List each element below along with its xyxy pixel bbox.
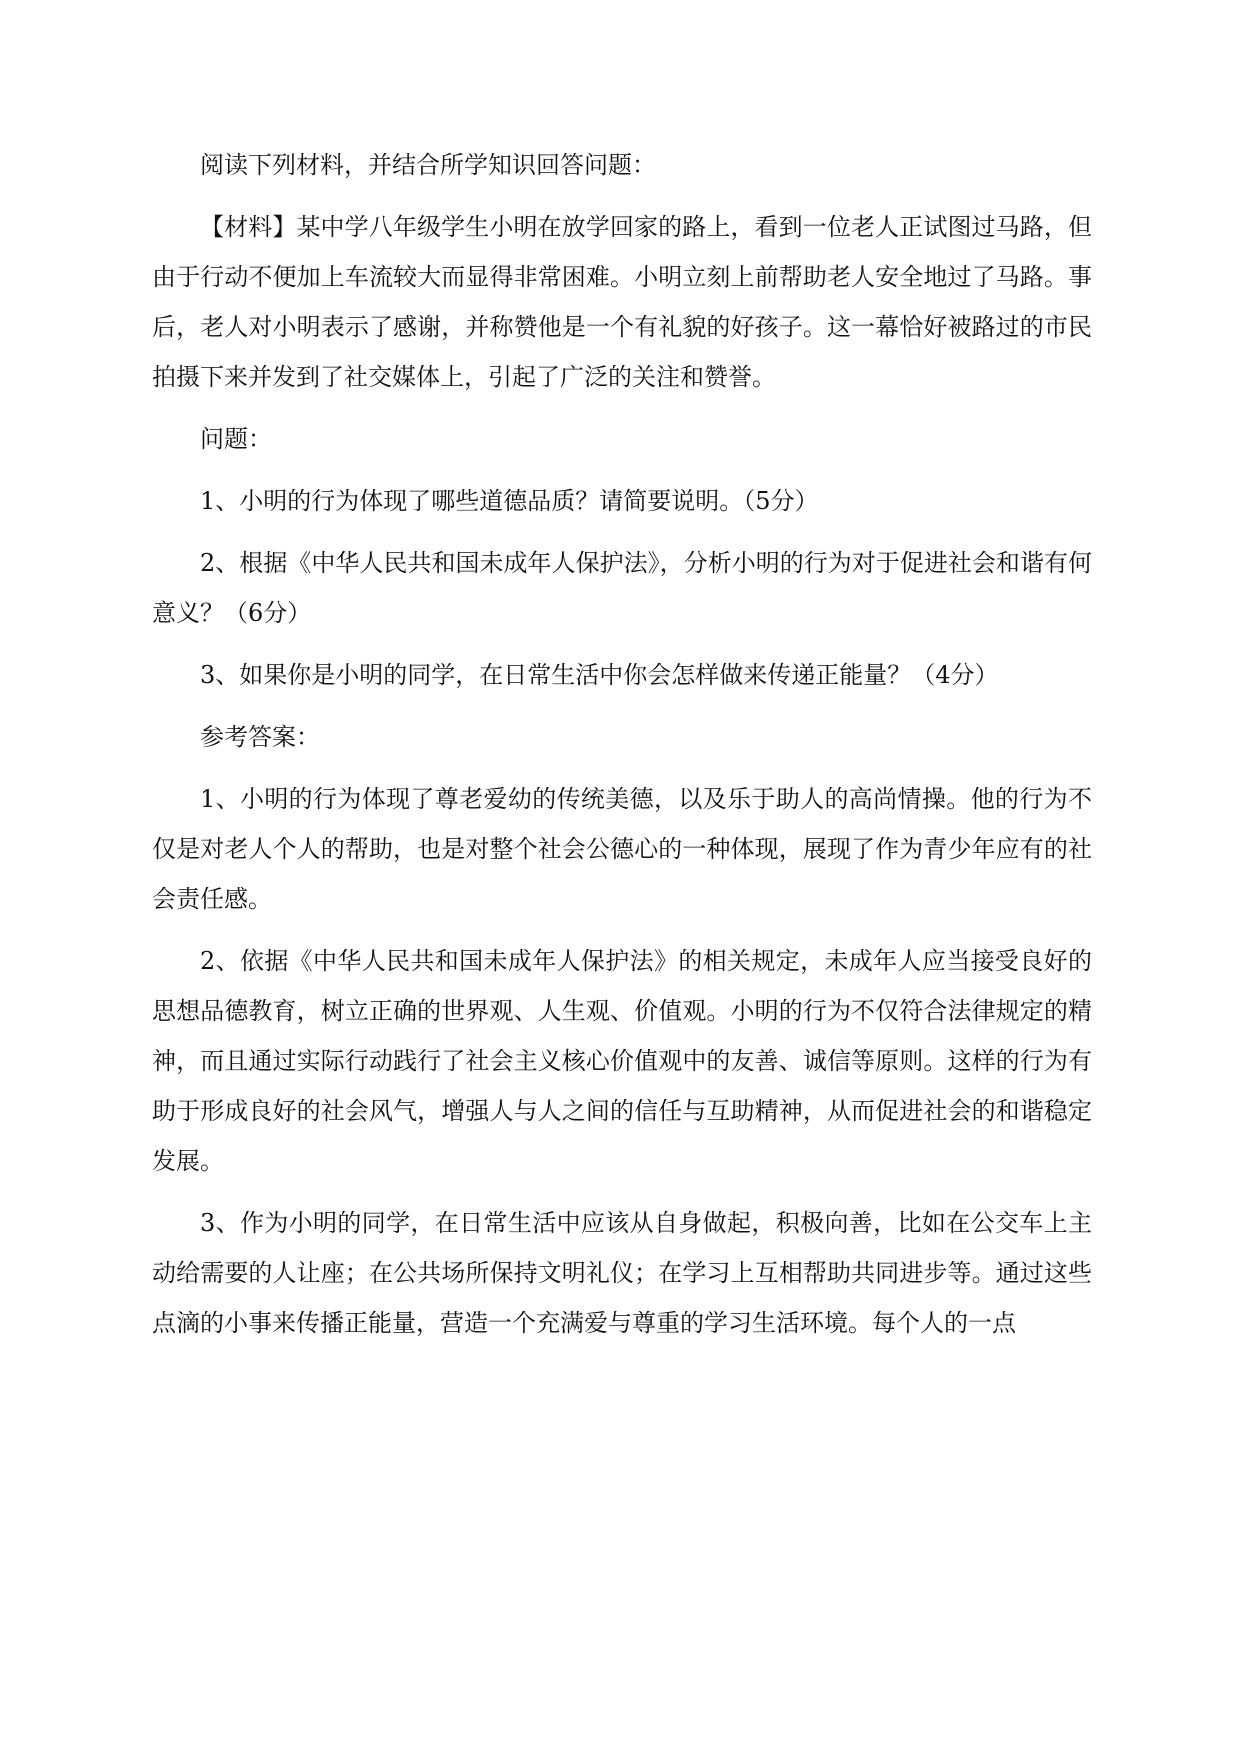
document-body xyxy=(152,140,1092,1360)
answers-heading: 参考答案： xyxy=(200,723,320,751)
question-2: 2、根据《中华人民共和国未成年人保护法》，分析小明的行为对于促进社会和谐有何意义？（6分） xyxy=(152,549,1092,627)
material-paragraph: 【材料】某中学八年级学生小明在放学回家的路上，看到一位老人正试图过马路，但由于行动不便加上车流较大而显得非常困难。小明立刻上前帮助老人安全地过了马路。事后，老人对小明表示了感谢，并称赞他是一个有礼貌的好孩子。这一幕恰好被路过的市民拍摄下来并发到了社交媒体上，引起了广泛的关注和赞誉。 xyxy=(152,213,1092,391)
question-1: 1、小明的行为体现了哪些道德品质？请简要说明。（5分） xyxy=(200,487,819,515)
answer-2: 2、依据《中华人民共和国未成年人保护法》的相关规定，未成年人应当接受良好的思想品德教育，树立正确的世界观、人生观、价值观。小明的行为不仅符合法律规定的精神，而且通过实际行动践行了社会主义核心价值观中的友善、诚信等原则。这样的行为有助于形成良好的社会风气，增强人与人之间的信任与互助精神，从而促进社会的和谐稳定发展。 xyxy=(152,947,1092,1175)
question-3: 3、如果你是小明的同学，在日常生活中你会怎样做来传递正能量？（4分） xyxy=(200,661,999,689)
questions-heading: 问题： xyxy=(200,425,272,453)
instruction-paragraph: 阅读下列材料，并结合所学知识回答问题： xyxy=(200,151,656,179)
answer-1: 1、小明的行为体现了尊老爱幼的传统美德，以及乐于助人的高尚情操。他的行为不仅是对老人个人的帮助，也是对整个社会公德心的一种体现，展现了作为青少年应有的社会责任感。 xyxy=(152,785,1092,913)
answer-3: 3、作为小明的同学，在日常生活中应该从自身做起，积极向善，比如在公交车上主动给需要的人让座；在公共场所保持文明礼仪；在学习上互相帮助共同进步等。通过这些点滴的小事来传播正能量，营造一个充满爱与尊重的学习生活环境。每个人的一点 xyxy=(152,1209,1092,1337)
